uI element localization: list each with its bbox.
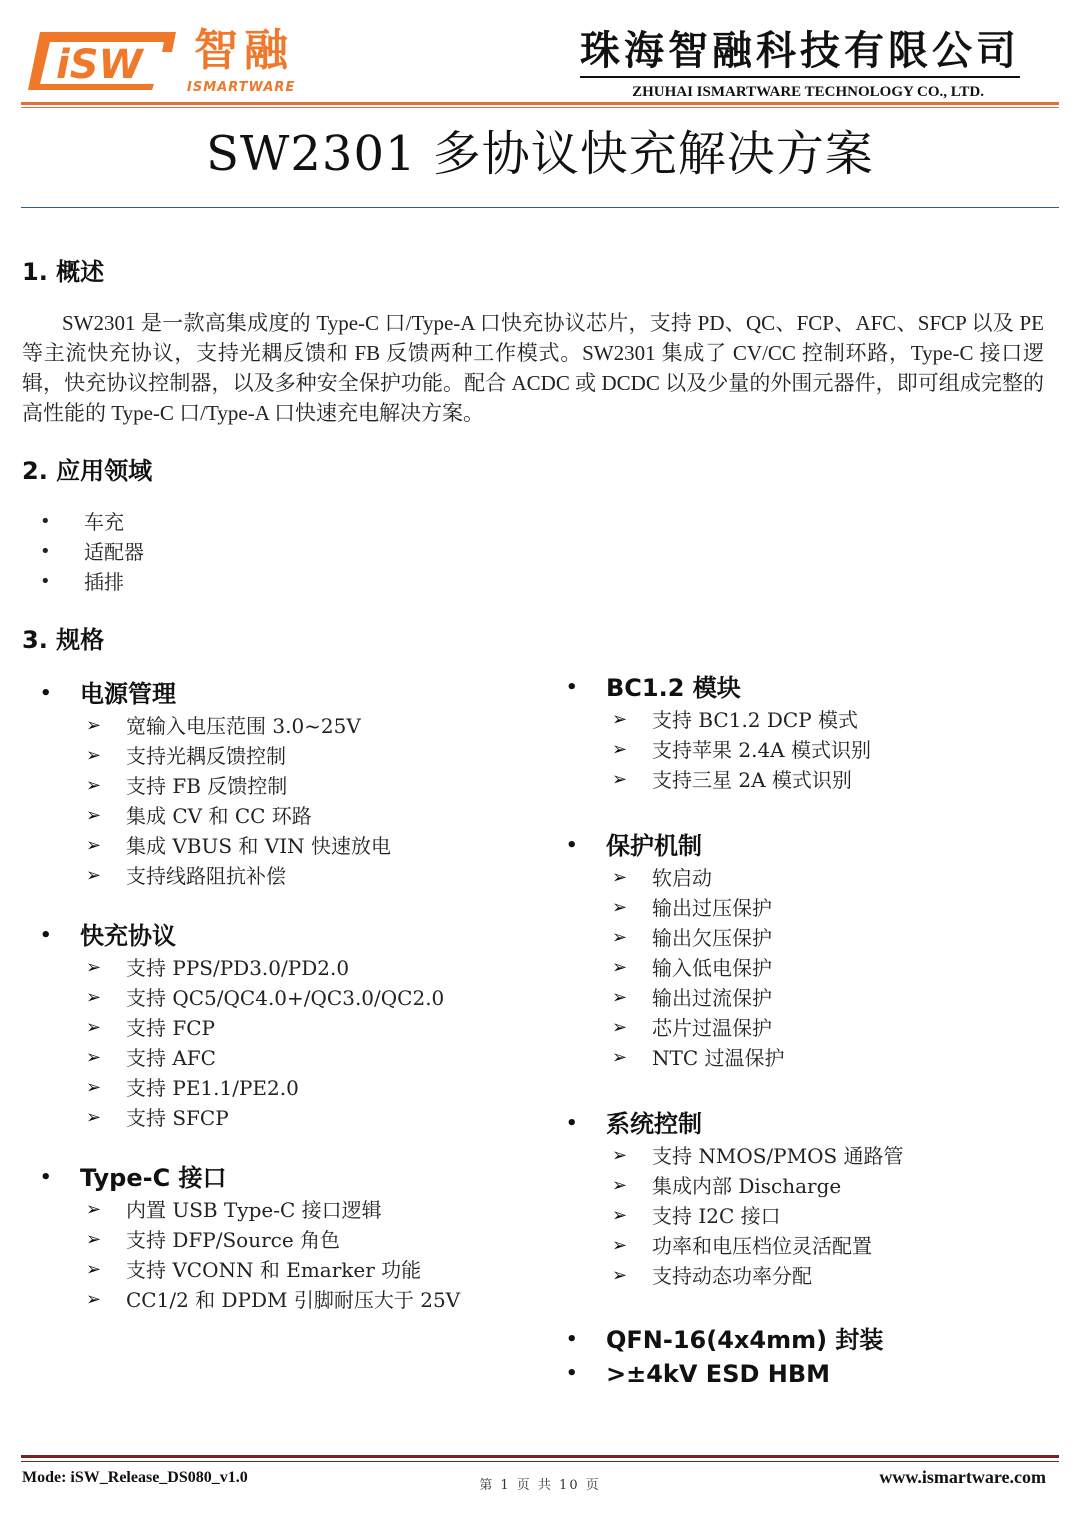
arrow-icon: ➢ bbox=[612, 1265, 628, 1286]
spec-extra-esd bbox=[566, 1357, 1056, 1391]
list-item bbox=[86, 953, 540, 983]
spec-group-fast-charge bbox=[40, 919, 540, 1133]
list-item bbox=[40, 507, 144, 537]
list-item bbox=[86, 1043, 540, 1073]
arrow-icon: ➢ bbox=[612, 1205, 628, 1226]
arrow-icon: ➢ bbox=[612, 1235, 628, 1256]
list-item bbox=[86, 1013, 540, 1043]
arrow-icon: ➢ bbox=[612, 1145, 628, 1166]
company-name-en: ZHUHAI ISMARTWARE TECHNOLOGY CO., LTD. bbox=[632, 84, 984, 100]
spec-item: 集成内部 Discharge bbox=[652, 1174, 842, 1198]
list-item bbox=[86, 983, 540, 1013]
bullet-icon: • bbox=[566, 677, 578, 698]
arrow-icon: ➢ bbox=[86, 1017, 102, 1038]
arrow-icon: ➢ bbox=[86, 1229, 102, 1250]
list-item bbox=[612, 1141, 1056, 1171]
spec-item: 支持 FCP bbox=[126, 1016, 215, 1040]
arrow-icon: ➢ bbox=[86, 805, 102, 826]
spec-item: 支持三星 2A 模式识别 bbox=[652, 768, 852, 792]
title-divider bbox=[21, 207, 1059, 208]
spec-group-title bbox=[40, 919, 540, 953]
company-logo bbox=[26, 28, 176, 94]
section-heading-overview: 1. 概述 bbox=[22, 258, 105, 286]
bullet-icon: • bbox=[566, 1329, 578, 1350]
application-item: 适配器 bbox=[84, 540, 144, 564]
spec-item: 支持 FB 反馈控制 bbox=[126, 774, 288, 798]
spec-item: 支持 QC5/QC4.0+/QC3.0/QC2.0 bbox=[126, 986, 445, 1010]
spec-item: 支持 AFC bbox=[126, 1046, 216, 1070]
spec-item: 软启动 bbox=[652, 866, 712, 890]
list-item bbox=[612, 1013, 1056, 1043]
arrow-icon: ➢ bbox=[86, 715, 102, 736]
spec-group-typec bbox=[40, 1161, 540, 1315]
spec-list bbox=[40, 953, 540, 1133]
spec-extra-text: >±4kV ESD HBM bbox=[606, 1360, 831, 1388]
footer-divider bbox=[21, 1455, 1059, 1458]
spec-group-system bbox=[566, 1107, 1056, 1291]
spec-item: 支持 BC1.2 DCP 模式 bbox=[652, 708, 859, 732]
bullet-icon: • bbox=[40, 571, 51, 592]
spec-item: 支持 I2C 接口 bbox=[652, 1204, 781, 1228]
arrow-icon: ➢ bbox=[86, 1077, 102, 1098]
list-item bbox=[40, 567, 144, 597]
spec-item: 支持 SFCP bbox=[126, 1106, 229, 1130]
bullet-icon: • bbox=[566, 835, 578, 856]
footer-divider-thin bbox=[21, 1461, 1059, 1462]
header-divider-thin bbox=[21, 107, 1059, 108]
arrow-icon: ➢ bbox=[86, 835, 102, 856]
arrow-icon: ➢ bbox=[86, 1047, 102, 1068]
spec-group-title-text: BC1.2 模块 bbox=[606, 674, 741, 702]
arrow-icon: ➢ bbox=[86, 1259, 102, 1280]
list-item bbox=[612, 983, 1056, 1013]
arrow-icon: ➢ bbox=[612, 739, 628, 760]
arrow-icon: ➢ bbox=[612, 987, 628, 1008]
spec-item: 支持 VCONN 和 Emarker 功能 bbox=[126, 1258, 422, 1282]
spec-group-title bbox=[566, 1107, 1056, 1141]
spec-group-title bbox=[566, 829, 1056, 863]
spec-group-title-text: 快充协议 bbox=[80, 922, 176, 950]
spec-item: 支持线路阻抗补偿 bbox=[126, 864, 286, 888]
list-item bbox=[612, 1231, 1056, 1261]
arrow-icon: ➢ bbox=[612, 897, 628, 918]
document-title: SW2301 多协议快充解决方案 bbox=[206, 126, 874, 182]
spec-list bbox=[40, 1195, 540, 1315]
spec-item: 支持 NMOS/PMOS 通路管 bbox=[652, 1144, 904, 1168]
list-item bbox=[40, 537, 144, 567]
spec-extra-text: QFN-16(4x4mm) 封装 bbox=[606, 1326, 884, 1354]
list-item bbox=[612, 1043, 1056, 1073]
website-link[interactable]: www.ismartware.com bbox=[879, 1467, 1046, 1487]
overview-paragraph: SW2301 是一款高集成度的 Type-C 口/Type-A 口快充协议芯片，支持 PD、QC、FCP、AFC、SFCP 以及 PE 等主流快充协议，支持光耦反馈和 FB 反馈两种工作模式。SW2301 集成了 CV/CC 控制环路，Type-C 接口逻辑，快充协议控制器，以及多种安全保护功能。配合 ACDC 或 DCDC 以及少量的外围元器件，即可组成完整的高性能的 Type-C 口/Type-A 口快速充电解决方案。 bbox=[22, 311, 1044, 425]
arrow-icon: ➢ bbox=[86, 987, 102, 1008]
list-item bbox=[86, 1103, 540, 1133]
spec-item: 输出过流保护 bbox=[652, 986, 772, 1010]
list-item bbox=[86, 861, 540, 891]
applications-list bbox=[40, 507, 144, 597]
spec-item: 宽输入电压范围 3.0~25V bbox=[126, 714, 361, 738]
brand-name-en: ISMARTWARE bbox=[187, 80, 296, 95]
list-item bbox=[86, 1285, 540, 1315]
brand-name-cn: 智融 bbox=[194, 25, 294, 76]
specs-right-column bbox=[566, 671, 1056, 1391]
list-item bbox=[612, 705, 1056, 735]
arrow-icon: ➢ bbox=[86, 1199, 102, 1220]
bullet-icon: • bbox=[566, 1113, 578, 1134]
arrow-icon: ➢ bbox=[86, 957, 102, 978]
bullet-icon: • bbox=[40, 511, 51, 532]
spec-list bbox=[566, 863, 1056, 1073]
spec-group-title-text: Type-C 接口 bbox=[80, 1164, 227, 1192]
bullet-icon: • bbox=[40, 541, 51, 562]
spec-item: 集成 CV 和 CC 环路 bbox=[126, 804, 312, 828]
spec-group-title bbox=[40, 1161, 540, 1195]
arrow-icon: ➢ bbox=[612, 1017, 628, 1038]
spec-item: 支持 PE1.1/PE2.0 bbox=[126, 1076, 299, 1100]
spec-group-bc12 bbox=[566, 671, 1056, 795]
spec-item: 内置 USB Type-C 接口逻辑 bbox=[126, 1198, 382, 1222]
spec-item: 集成 VBUS 和 VIN 快速放电 bbox=[126, 834, 391, 858]
list-item bbox=[612, 893, 1056, 923]
list-item bbox=[612, 953, 1056, 983]
document-mode: Mode: iSW_Release_DS080_v1.0 bbox=[22, 1469, 248, 1486]
list-item bbox=[612, 735, 1056, 765]
spec-group-title bbox=[40, 677, 540, 711]
spec-item: 支持 DFP/Source 角色 bbox=[126, 1228, 341, 1252]
specs-left-column bbox=[40, 677, 540, 1315]
spec-extras bbox=[566, 1323, 1056, 1391]
spec-list bbox=[566, 1141, 1056, 1291]
spec-group-power bbox=[40, 677, 540, 891]
spec-group-protection bbox=[566, 829, 1056, 1073]
bullet-icon: • bbox=[40, 925, 52, 946]
application-item: 插排 bbox=[84, 570, 124, 594]
list-item bbox=[612, 863, 1056, 893]
spec-group-title-text: 系统控制 bbox=[606, 1110, 702, 1138]
spec-item: 支持动态功率分配 bbox=[652, 1264, 812, 1288]
arrow-icon: ➢ bbox=[86, 865, 102, 886]
spec-group-title-text: 电源管理 bbox=[80, 680, 176, 708]
list-item bbox=[86, 1255, 540, 1285]
spec-group-title-text: 保护机制 bbox=[606, 832, 702, 860]
list-item bbox=[612, 1171, 1056, 1201]
list-item bbox=[612, 765, 1056, 795]
list-item bbox=[86, 741, 540, 771]
spec-item: 输出欠压保护 bbox=[652, 926, 772, 950]
list-item bbox=[612, 923, 1056, 953]
header-divider bbox=[21, 102, 1059, 105]
list-item bbox=[86, 801, 540, 831]
spec-item: CC1/2 和 DPDM 引脚耐压大于 25V bbox=[126, 1288, 461, 1312]
bullet-icon: • bbox=[566, 1363, 578, 1384]
spec-item: 支持 PPS/PD3.0/PD2.0 bbox=[126, 956, 350, 980]
bullet-icon: • bbox=[40, 1167, 52, 1188]
company-name-cn: 珠海智融科技有限公司 bbox=[580, 28, 1020, 78]
list-item bbox=[86, 771, 540, 801]
spec-item: 输出过压保护 bbox=[652, 896, 772, 920]
arrow-icon: ➢ bbox=[612, 1175, 628, 1196]
spec-item: 功率和电压档位灵活配置 bbox=[652, 1234, 872, 1258]
arrow-icon: ➢ bbox=[86, 745, 102, 766]
section-heading-applications: 2. 应用领域 bbox=[22, 457, 153, 485]
section-heading-specs: 3. 规格 bbox=[22, 626, 105, 654]
arrow-icon: ➢ bbox=[612, 957, 628, 978]
list-item bbox=[86, 711, 540, 741]
logo-text: iSW bbox=[56, 42, 143, 88]
arrow-icon: ➢ bbox=[86, 775, 102, 796]
arrow-icon: ➢ bbox=[612, 927, 628, 948]
bullet-icon: • bbox=[40, 683, 52, 704]
list-item bbox=[612, 1261, 1056, 1291]
list-item bbox=[86, 1073, 540, 1103]
arrow-icon: ➢ bbox=[612, 867, 628, 888]
arrow-icon: ➢ bbox=[612, 1047, 628, 1068]
list-item bbox=[86, 1195, 540, 1225]
arrow-icon: ➢ bbox=[612, 769, 628, 790]
spec-item: 支持苹果 2.4A 模式识别 bbox=[652, 738, 871, 762]
list-item bbox=[86, 831, 540, 861]
arrow-icon: ➢ bbox=[86, 1107, 102, 1128]
spec-group-title bbox=[566, 671, 1056, 705]
application-item: 车充 bbox=[84, 510, 124, 534]
spec-list bbox=[566, 705, 1056, 795]
spec-list bbox=[40, 711, 540, 891]
list-item bbox=[86, 1225, 540, 1255]
arrow-icon: ➢ bbox=[86, 1289, 102, 1310]
spec-item: NTC 过温保护 bbox=[652, 1046, 785, 1070]
spec-item: 芯片过温保护 bbox=[652, 1016, 772, 1040]
page-number: 第 1 页 共 10 页 bbox=[479, 1478, 601, 1493]
spec-item: 支持光耦反馈控制 bbox=[126, 744, 286, 768]
spec-item: 输入低电保护 bbox=[652, 956, 772, 980]
list-item bbox=[612, 1201, 1056, 1231]
arrow-icon: ➢ bbox=[612, 709, 628, 730]
spec-extra-package bbox=[566, 1323, 1056, 1357]
